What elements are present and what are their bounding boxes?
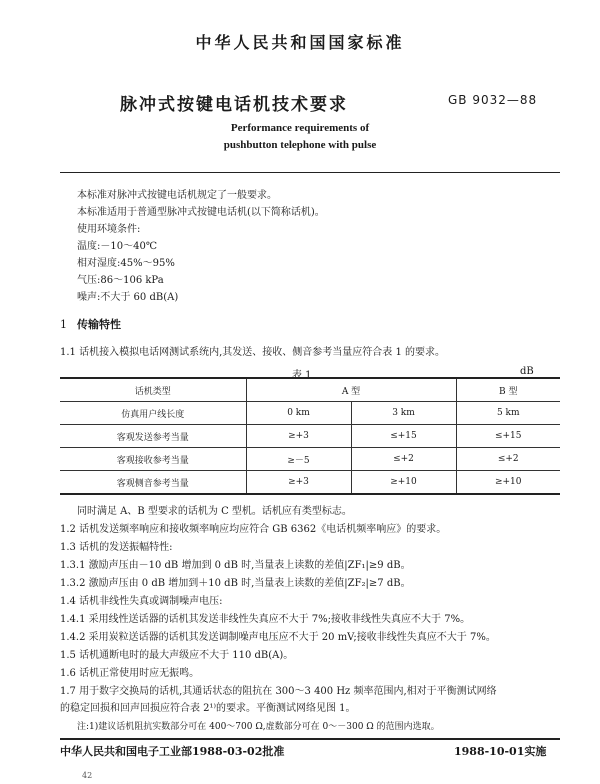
table-header-cell: A 型	[246, 378, 456, 402]
table-cell: 客观侧音参考当量	[60, 471, 246, 495]
table-unit: dB	[520, 366, 534, 377]
intro-line: 噪声:不大于 60 dB(A)	[77, 292, 179, 303]
clause-line: 同时满足 A、B 型要求的话机为 C 型机。话机应有类型标志。	[77, 506, 352, 517]
table-cell: ≤+2	[351, 448, 456, 471]
document-title: 脉冲式按键电话机技术要求	[120, 95, 348, 115]
header-divider	[60, 172, 560, 173]
table-cell: ≥－5	[246, 448, 351, 471]
english-title-line2: pushbutton telephone with pulse	[223, 139, 377, 151]
english-title-line1: Performance requirements of	[230, 122, 370, 134]
table-cell: ≥+3	[246, 425, 351, 448]
section-number: 1	[60, 318, 67, 331]
table-cell: 3 km	[351, 402, 456, 425]
table-cell: ≤+15	[456, 425, 560, 448]
table-row	[60, 402, 560, 425]
footer-divider	[60, 738, 560, 740]
clause-1-4-2: 1.4.2 采用炭粒送话器的话机其发送调制噪声电压应不大于 20 mV;接收非线性失真应不大于 7%。	[60, 632, 496, 643]
table-row	[60, 448, 560, 471]
table-cell: ≥+3	[246, 471, 351, 495]
table-header-row	[60, 378, 560, 402]
clause-1-3: 1.3 话机的发送振幅特性:	[60, 542, 173, 553]
table-cell: ≤+15	[351, 425, 456, 448]
table-header-cell: B 型	[456, 378, 560, 402]
footnote: 注:1)建议话机阻抗实数部分可在 400～700 Ω,虚数部分可在 0～－300 Ω 的范围内选取。	[77, 722, 440, 732]
section-title: 传输特性	[77, 318, 121, 331]
table-cell: ≤+2	[456, 448, 560, 471]
table-header-cell: 话机类型	[60, 378, 246, 402]
standard-code: GB 9032—88	[448, 93, 538, 107]
table-cell: ≥+10	[456, 471, 560, 495]
table-cell: 客观接收参考当量	[60, 448, 246, 471]
clause-1-7-cont: 的稳定回损和回声回损应符合表 2¹⁾的要求。平衡测试网络见图 1。	[60, 703, 356, 714]
spec-table	[60, 377, 560, 495]
table-cell: 0 km	[246, 402, 351, 425]
clause-1-4-1: 1.4.1 采用线性送话器的话机其发送非线性失真应不大于 7%;接收非线性失真应不大于 7%。	[60, 614, 471, 625]
section-heading	[60, 316, 121, 332]
table-cell: 客观发送参考当量	[60, 425, 246, 448]
table-cell: ≥+10	[351, 471, 456, 495]
intro-line: 本标准适用于普通型脉冲式按键电话机(以下简称话机)。	[77, 207, 325, 218]
approval-line: 中华人民共和国电子工业部1988-03-02批准	[60, 745, 285, 758]
clause-1-5: 1.5 话机通断电时的最大声级应不大于 110 dB(A)。	[60, 650, 294, 661]
clause-1-2: 1.2 话机发送频率响应和接收频率响应均应符合 GB 6362《电话机频率响应》的要求。	[60, 524, 447, 535]
clause-1-3-1: 1.3.1 激励声压由－10 dB 增加到 0 dB 时,当量表上读数的差值|ZF₁|≥9 dB。	[60, 560, 411, 571]
intro-line: 温度:－10～40℃	[77, 241, 158, 252]
intro-line: 相对湿度:45%～95%	[77, 258, 175, 269]
table-cell: 5 km	[456, 402, 560, 425]
clause-1-1: 1.1 话机接入模拟电话网测试系统内,其发送、接收、侧音参考当量应符合表 1 的要求。	[60, 347, 445, 358]
issuing-organization: 中华人民共和国国家标准	[195, 33, 405, 52]
table-cell: 仿真用户线长度	[60, 402, 246, 425]
table-caption: 表 1	[292, 370, 312, 381]
table-row	[60, 425, 560, 448]
intro-line: 使用环境条件:	[77, 224, 141, 235]
intro-line: 本标准对脉冲式按键电话机规定了一般要求。	[77, 190, 277, 201]
page-number: 42	[82, 771, 93, 780]
effective-date: 1988-10-01实施	[454, 745, 547, 758]
clause-1-7: 1.7 用于数字交换局的话机,其通话状态的阻抗在 300～3 400 Hz 频率范围内,相对于平衡测试网络	[60, 686, 497, 697]
clause-1-3-2: 1.3.2 激励声压由 0 dB 增加到＋10 dB 时,当量表上读数的差值|ZF₂|≥7 dB。	[60, 578, 411, 589]
clause-1-4: 1.4 话机非线性失真或调制噪声电压:	[60, 596, 223, 607]
intro-line: 气压:86～106 kPa	[77, 275, 164, 286]
table-row	[60, 471, 560, 495]
clause-1-6: 1.6 话机正常使用时应无振鸣。	[60, 668, 200, 679]
